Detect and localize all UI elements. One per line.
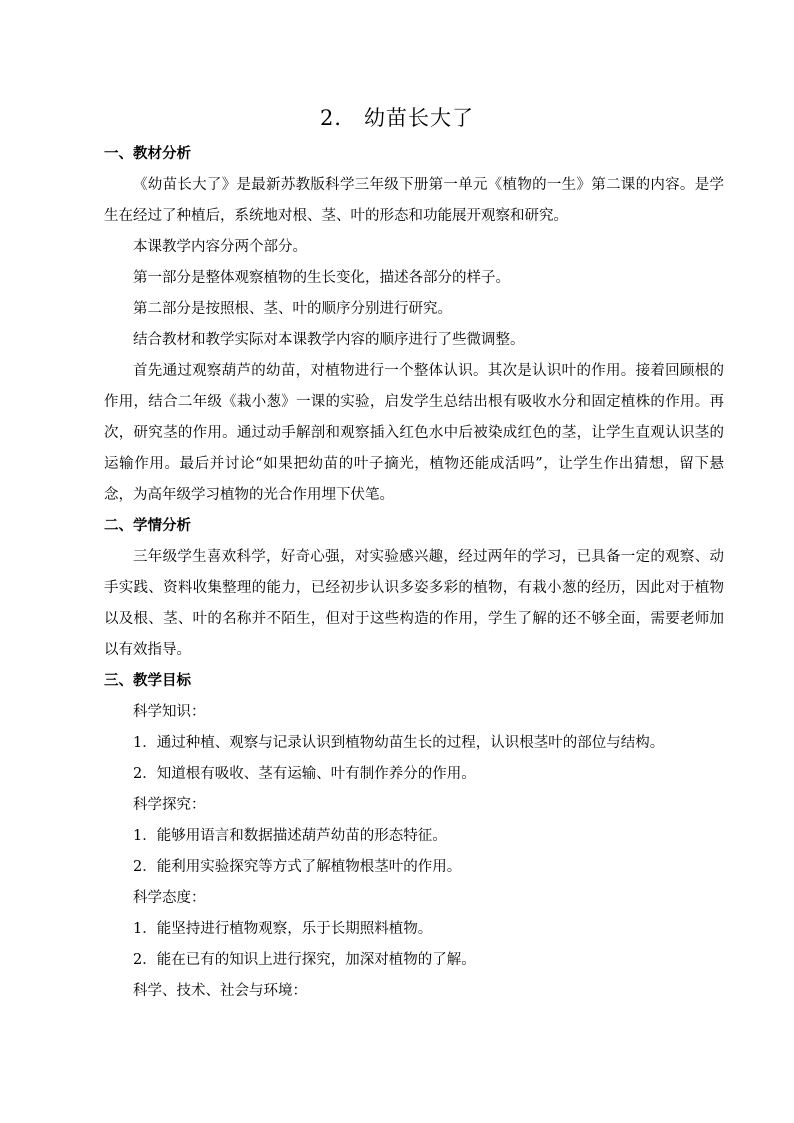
paragraph: 2．知道根有吸收、茎有运输、叶有制作养分的作用。 bbox=[133, 766, 476, 782]
document-title: 2． 幼苗长大了 bbox=[319, 106, 475, 130]
paragraph: 《幼苗长大了》是最新苏教版科学三年级下册第一单元《植物的一生》第二课的内容。是学生在经过了种植后，系统地对根、茎、叶的形态和功能展开观察和研究。 bbox=[104, 177, 724, 224]
paragraph: 1．能坚持进行植物观察，乐于长期照料植物。 bbox=[133, 921, 433, 937]
paragraph: 三年级学生喜欢科学，好奇心强，对实验感兴趣，经过两年的学习，已具备一定的观察、动手实践、资料收集整理的能力，已经初步认识多姿多彩的植物，有栽小葱的经历，因此对于植物以及根、茎、叶的名称并不陌生，但对于这些构造的作用，学生了解的还不够全面，需要老师加以有效指导。 bbox=[104, 549, 724, 658]
paragraph: 结合教材和教学实际对本课教学内容的顺序进行了些微调整。 bbox=[133, 332, 525, 348]
paragraph: 1．能够用语言和数据描述葫芦幼苗的形态特征。 bbox=[133, 828, 447, 844]
paragraph: 第二部分是按照根、茎、叶的顺序分别进行研究。 bbox=[133, 301, 452, 317]
paragraph: 2．能在已有的知识上进行探究，加深对植物的了解。 bbox=[133, 952, 476, 968]
paragraph: 本课教学内容分两个部分。 bbox=[133, 239, 307, 255]
paragraph: 首先通过观察葫芦的幼苗，对植物进行一个整体认识。其次是认识叶的作用。接着回顾根的作用，结合二年级《栽小葱》一课的实验，启发学生总结出根有吸收水分和固定植株的作用。再次，研究茎的作用。通过动手解剖和观察插入红色水中后被染成红色的茎，让学生直观认识茎的运输作用。最后并讨论“如果把幼苗的叶子摘光，植物还能成活吗”，让学生作出猜想，留下悬念，为高年级学习植物的光合作用埋下伏笔。 bbox=[104, 363, 724, 503]
paragraph: 科学态度： bbox=[133, 890, 206, 906]
paragraph: 科学知识： bbox=[133, 704, 206, 720]
document-body bbox=[104, 139, 724, 1007]
section-heading-student-analysis: 二、学情分析 bbox=[104, 518, 191, 534]
section-heading-teaching-goals: 三、教学目标 bbox=[104, 673, 191, 689]
paragraph: 科学、技术、社会与环境： bbox=[133, 983, 307, 999]
paragraph: 第一部分是整体观察植物的生长变化，描述各部分的样子。 bbox=[133, 270, 510, 286]
paragraph: 1．通过种植、观察与记录认识到植物幼苗生长的过程，认识根茎叶的部位与结构。 bbox=[133, 735, 665, 751]
paragraph: 科学探究： bbox=[133, 797, 206, 813]
section-heading-textbook-analysis: 一、教材分析 bbox=[104, 146, 191, 162]
paragraph: 2．能利用实验探究等方式了解植物根茎叶的作用。 bbox=[133, 859, 462, 875]
